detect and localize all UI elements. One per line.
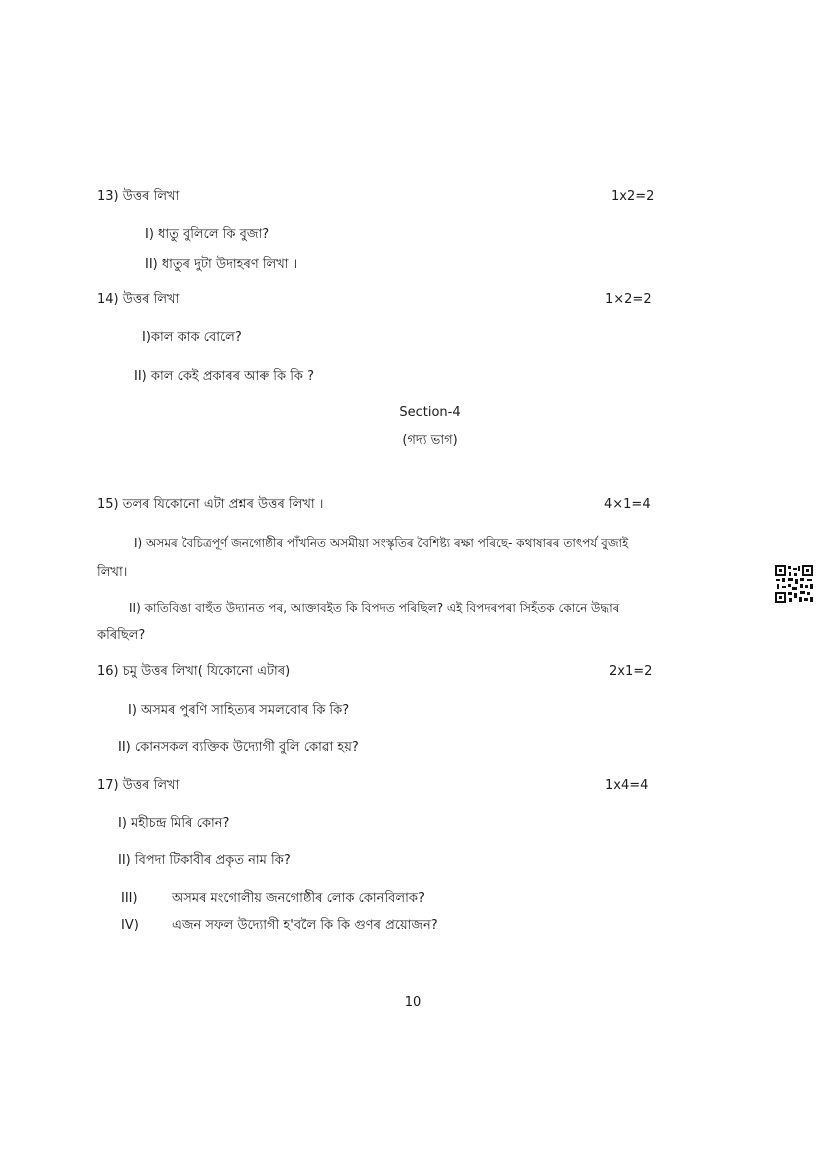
question-13-item-2: II) ধাতুৰ দুটা উদাহৰণ লিখা । — [145, 257, 298, 272]
question-17-item-1: I) মহীচন্দ্ৰ মিৰি কোন? — [118, 816, 230, 831]
question-14-marks: 1×2=2 — [605, 292, 652, 307]
question-15-marks: 4×1=4 — [604, 497, 651, 512]
question-17-item-4-number: IV) — [121, 918, 139, 933]
question-17-item-3-number: III) — [121, 891, 138, 906]
question-16-marks: 2x1=2 — [609, 664, 653, 679]
question-14-heading: 14) উত্তৰ লিখা — [97, 292, 180, 307]
question-13-item-1: I) ধাতু বুলিলে কি বুজা? — [145, 227, 270, 242]
question-16-item-1: I) অসমৰ পুৰণি সাহিত্যৰ সমলবোৰ কি কি? — [128, 703, 350, 718]
question-17-item-4-text: এজন সফল উদ্যোগী হ'বলৈ কি কি গুণৰ প্ৰয়োজন? — [172, 918, 438, 933]
question-14-item-2: II) কাল কেই প্ৰকাৰৰ আৰু কি কি ? — [134, 369, 315, 384]
question-13-marks: 1x2=2 — [611, 189, 655, 204]
question-14-item-1: I)কাল কাক বোলে? — [142, 330, 242, 345]
section-subtitle: (গদ্য ভাগ) — [402, 433, 458, 448]
question-15-heading: 15) তলৰ যিকোনো এটা প্ৰশ্নৰ উত্তৰ লিখা । — [97, 497, 324, 512]
page-number: 10 — [404, 995, 422, 1010]
question-17-item-2: II) বিপদা টিকাবীৰ প্ৰকৃত নাম কি? — [118, 853, 291, 868]
question-17-marks: 1x4=4 — [605, 778, 649, 793]
question-17-item-3-text: অসমৰ মংগোলীয় জনগোষ্ঠীৰ লোক কোনবিলাক? — [172, 891, 425, 906]
question-15-option-2-line-1: II) কাতিবিঙা বাহুঁত উদ্যানত পৰ, আক্তাবইত কি বিপদত পৰিছিল? এই বিপদৰপৰা সিহঁতক কোনে উদ্ধাৰ — [129, 601, 620, 615]
question-16-item-2: II) কোনসকল ব্যক্তিক উদ্যোগী বুলি কোৱা হয়? — [118, 740, 359, 755]
question-15-option-1-line-2: লিখা। — [97, 565, 128, 580]
question-17-heading: 17) উত্তৰ লিখা — [97, 778, 180, 793]
section-title: Section-4 — [399, 405, 461, 420]
question-16-heading: 16) চমু উত্তৰ লিখা( যিকোনো এটাৰ) — [97, 664, 291, 679]
question-15-option-2-line-2: কৰিছিল? — [97, 628, 146, 643]
qr-code-icon — [774, 564, 814, 604]
question-15-option-1-line-1: I) অসমৰ বৈচিত্ৰপূৰ্ণ জনগোষ্ঠীৰ পাঁখনিত অসমীয়া সংস্কৃতিৰ বৈশিষ্ট্য ৰক্ষা পৰিছে- কথাষাৰৰ তাৎপৰ্য বুজাই — [134, 536, 629, 550]
question-13-heading: 13) উত্তৰ লিখা — [97, 189, 180, 204]
